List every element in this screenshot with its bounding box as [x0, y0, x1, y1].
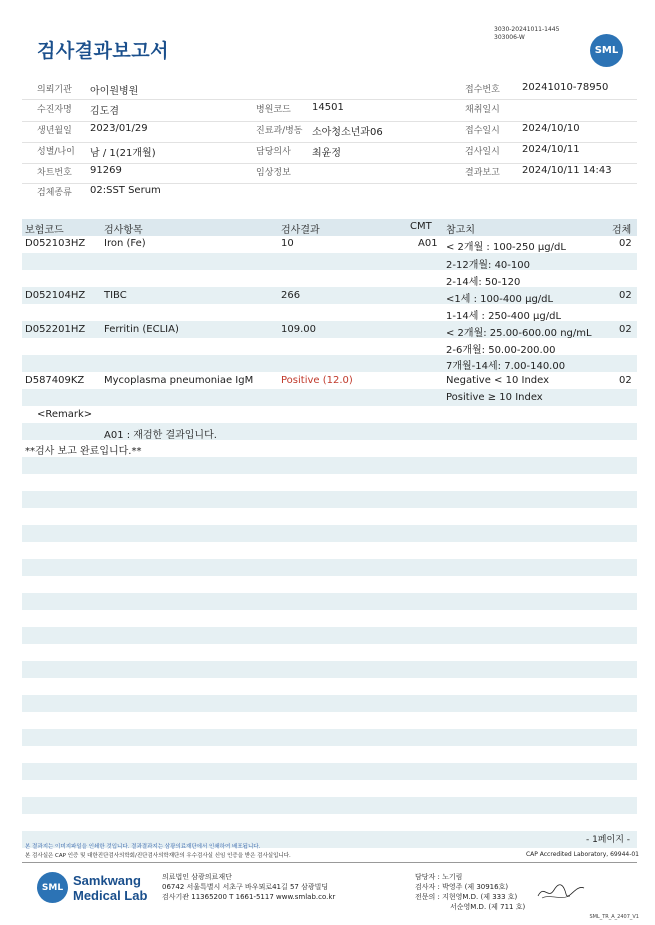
signature-image [536, 880, 586, 904]
table-band [22, 661, 637, 678]
document-id: 3030-20241011-1445 303006-W [494, 26, 560, 41]
table-band [22, 627, 637, 644]
col-reference: 참고치 [446, 225, 475, 236]
hospital-code: 14501 [312, 102, 344, 113]
col-specimen: 검체 [612, 225, 632, 236]
info-row-patient: 수진자명 김도겸 병원코드 14501 채취일시 [22, 102, 637, 122]
receipt-date: 2024/10/10 [522, 123, 580, 134]
table-band [22, 729, 637, 746]
institution-value: 아이원병원 [90, 86, 139, 97]
results-table-header [22, 219, 637, 236]
patient-name: 김도겸 [90, 106, 119, 117]
sml-logo: SML [590, 34, 623, 67]
positive-result: Positive (12.0) [281, 375, 353, 386]
info-row-chart: 차트번호 91269 임상정보 결과보고 2024/10/11 14:43 [22, 165, 637, 184]
info-row-birth: 생년월일 2023/01/29 진료과/병동 소아청소년과06 접수일시 2024/10/10 [22, 123, 637, 143]
notice-accreditation: 본 검사실은 CAP 인증 및 대한진단검사의학회/진단검사의학재단의 우수검사실 신임 인증을 받은 검사실입니다. [25, 853, 291, 859]
footer-divider [22, 862, 637, 863]
footer-brand: Samkwang Medical Lab [73, 873, 148, 903]
footer-logo: SML [37, 872, 68, 903]
info-row-sex-age: 성별/나이 남 / 1(21개월) 담당의사 최윤정 검사일시 2024/10/11 [22, 144, 637, 164]
table-band [22, 491, 637, 508]
table-band [22, 389, 637, 406]
table-band [22, 695, 637, 712]
table-band [22, 525, 637, 542]
info-row-specimen: 검체종류 02:SST Serum [37, 185, 161, 198]
col-item: 검사항목 [104, 225, 143, 236]
form-code: SML_TR_A_2407_V1 [589, 914, 639, 920]
col-cmt: CMT [410, 221, 432, 232]
report-complete-note: **검사 보고 완료입니다.** [25, 446, 142, 457]
staff-list: 담당자 : 노기림 검사자 : 박영주 (제 30916호) 전문의 : 지현영M.D. (제 333 호) 서순영M.D. (제 711 호) [415, 873, 526, 911]
info-row-institution: 의뢰기관 아이원병원 접수번호 20241010-78950 [22, 82, 637, 100]
remark-a01: A01 : 재검한 결과입니다. [104, 430, 217, 441]
test-date: 2024/10/11 [522, 144, 580, 155]
department: 소아청소년과06 [312, 127, 383, 138]
report-date: 2024/10/11 14:43 [522, 165, 612, 176]
page-number: - 1페이지 - [585, 835, 630, 845]
specimen-type: 02:SST Serum [90, 185, 161, 196]
table-band [22, 763, 637, 780]
col-code: 보험코드 [25, 225, 64, 236]
table-band [22, 457, 637, 474]
report-title: 검사결과보고서 [37, 40, 169, 62]
lab-address: 의료법인 삼광의료재단 06742 서울특별시 서초구 바우뫼로41길 57 삼광빌딩 검사기관 11365200 T 1661-5117 www.smlab.co.kr [162, 873, 336, 901]
table-band [22, 593, 637, 610]
table-band [22, 253, 637, 270]
notice-image: 본 결과지는 이미지파일을 인쇄한 것입니다. 결과결과지는 삼광의료재단에서 인쇄하여 배포됩니다. [25, 844, 261, 850]
sex-age: 남 / 1(21개월) [90, 148, 156, 159]
chart-number: 91269 [90, 165, 122, 176]
receipt-number: 20241010-78950 [522, 82, 609, 93]
table-band [22, 797, 637, 814]
doctor-name: 최윤정 [312, 148, 341, 159]
birth-date: 2023/01/29 [90, 123, 148, 134]
table-band [22, 559, 637, 576]
col-result: 검사결과 [281, 225, 320, 236]
cap-accreditation: CAP Accredited Laboratory, 69944-01 [525, 851, 639, 858]
remark-label: <Remark> [37, 409, 93, 420]
